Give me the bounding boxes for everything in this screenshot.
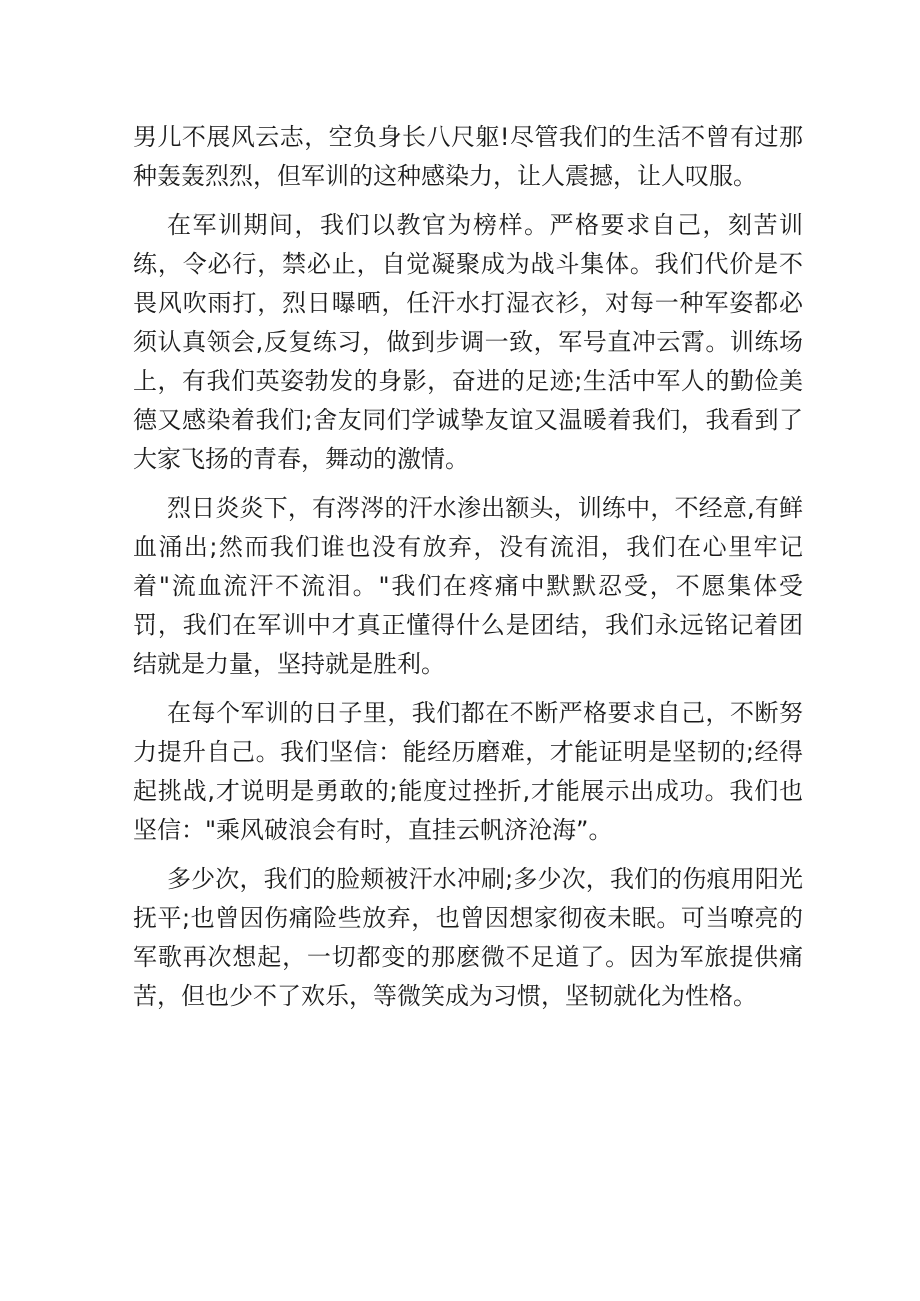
document-body (133, 118, 803, 1026)
paragraph-1: 男儿不展风云志，空负身长八尺躯!尽管我们的生活不曾有过那种轰轰烈烈，但军训的这种感染力，让人震撼，让人叹服。 (133, 123, 803, 190)
paragraph-3: 烈日炎炎下，有涔涔的汗水渗出额头，训练中，不经意,有鲜血涌出;然而我们谁也没有放弃，没有流泪，我们在心里牢记着"流血流汗不流泪。"我们在疼痛中默默忍受，不愿集体受罚，我们在军训中才真正懂得什么是团结，我们永远铭记着团结就是力量，坚持就是胜利。 (133, 494, 803, 678)
paragraph-5: 多少次，我们的脸颊被汗水冲刷;多少次，我们的伤痕用阳光抚平;也曾因伤痛险些放弃，也曾因想家彻夜未眠。可当嘹亮的军歌再次想起，一切都变的那麽微不足道了。因为军旅提供痛苦，但也少不了欢乐，等微笑成为习惯，坚韧就化为性格。 (133, 865, 803, 1010)
paragraph-2: 在军训期间，我们以教官为榜样。严格要求自己，刻苦训练，令必行，禁必止，自觉凝聚成为战斗集体。我们代价是不畏风吹雨打，烈日曝晒，任汗水打湿衣衫，对每一种军姿都必须认真领会,反复练习，做到步调一致，军号直冲云霄。训练场上，有我们英姿勃发的身影，奋进的足迹;生活中军人的勤俭美德又感染着我们;舍友同们学诚挚友谊又温暖着我们，我看到了大家飞扬的青春，舞动的激情。 (133, 211, 803, 473)
paragraph-4: 在每个军训的日子里，我们都在不断严格要求自己，不断努力提升自己。我们坚信：能经历磨难，才能证明是坚韧的;经得起挑战,才说明是勇敢的;能度过挫折,才能展示出成功。我们也坚信："乘风破浪会有时，直挂云帆济沧海”。 (133, 699, 803, 844)
